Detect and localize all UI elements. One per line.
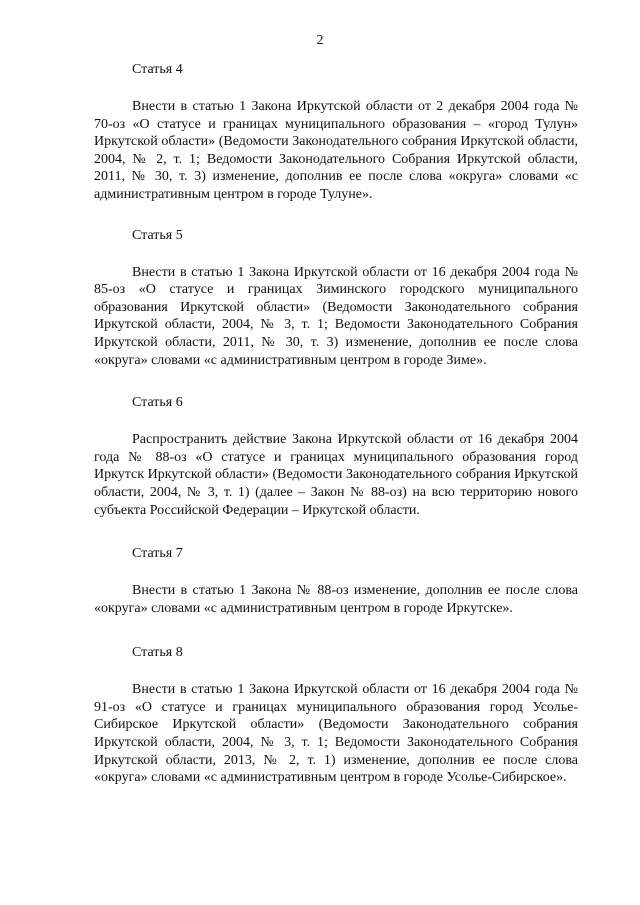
article-8 xyxy=(94,643,578,787)
article-heading: Статья 6 xyxy=(132,395,183,411)
article-heading: Статья 8 xyxy=(132,645,183,661)
article-5 xyxy=(94,226,578,370)
page-number: 2 xyxy=(316,33,324,48)
document-content xyxy=(94,60,578,787)
article-heading: Статья 5 xyxy=(132,227,183,243)
article-text: Внести в статью 1 Закона Иркутской области от 2 декабря 2004 года № 70-оз «О статусе и границах муниципального образования – «город Тулун» Иркутской области» (Ведомости Законодательного собрания Иркутской области, 2004, № 2, т. 1; Ведомости Законодательного Собрания Иркутской области, 2011, № 30, т. 3) изменение, дополнив ее после слова «округа» словами «с административным центром в городе Тулуне». xyxy=(94,99,578,202)
article-heading: Статья 4 xyxy=(132,62,183,77)
article-heading: Статья 7 xyxy=(132,546,183,562)
article-6 xyxy=(94,393,578,519)
article-4 xyxy=(94,60,578,204)
article-7 xyxy=(94,544,578,617)
article-text: Внести в статью 1 Закона Иркутской области от 16 декабря 2004 года № 91-оз «О статусе и границах муниципального образования город Усолье-Сибирское Иркутской области» (Ведомости Законодательного собрания Иркутской области, 2004, № 3, т. 1; Ведомости Законодательного Собрания Иркутской области, 2013, № 2, т. 1) изменение, дополнив ее после слова «округа» словами «с административным центром в городе Усолье-Сибирское». xyxy=(94,682,578,786)
article-text: Распространить действие Закона Иркутской области от 16 декабря 2004 года № 88-оз «О статусе и границах муниципального образования город Иркутск Иркутской области» (Ведомости Законодательного собрания Иркутской области, 2004, № 3, т. 1) (далее – Закон № 88-оз) на всю территорию нового субъекта Российской Федерации – Иркутской области. xyxy=(94,432,578,518)
article-text: Внести в статью 1 Закона № 88-оз изменение, дополнив ее после слова «округа» словами «с административным центром в городе Иркутске». xyxy=(94,583,578,616)
article-text: Внести в статью 1 Закона Иркутской области от 16 декабря 2004 года № 85-оз «О статусе и границах Зиминского городского муниципального образования Иркутской области» (Ведомости Законодательного собрания Иркутской области, 2004, № 3, т. 1; Ведомости Законодательного Собрания Иркутской области, 2011, № 30, т. 3) изменение, дополнив ее после слова «округа» словами «с административным центром в городе Зиме». xyxy=(94,264,578,368)
